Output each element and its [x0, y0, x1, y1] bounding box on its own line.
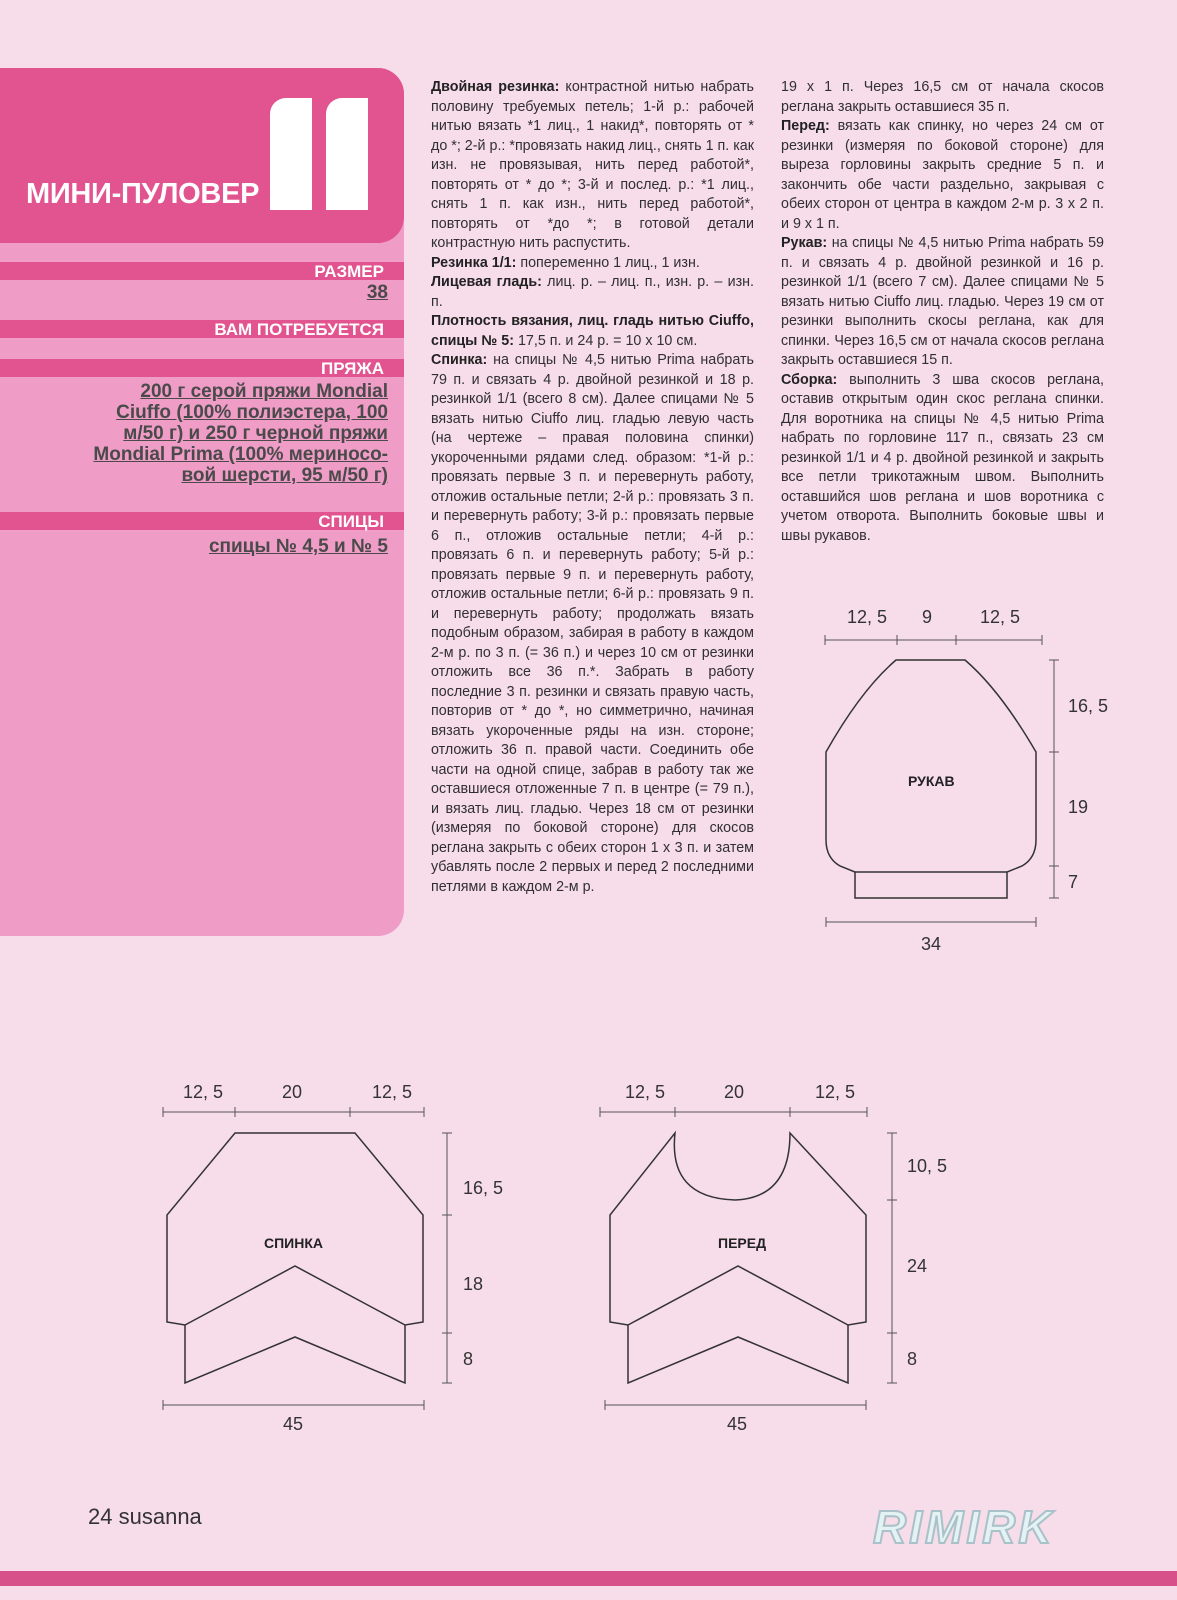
paragraph-text: контрастной нитью набрать половину требуемых петель; 1-й р.: рабочей нитью вязать *1 лиц., 1 накид*, повторять от * до *; 2-й р.: *провязать накид лиц., снять 1 п. как изн. не провязывая, нить перед работой*, повторять от * до *; 3-й и послед. р.: *1 лиц., снять 1 п. как изн., нить перед работой*, повторять от *до *; в готовой детали контрастную нить распустить. — [431, 79, 754, 251]
dim-label: 34 — [921, 934, 942, 954]
dim-label: 18 — [463, 1274, 484, 1294]
paragraph-heading: Рукав: — [781, 235, 828, 251]
paragraph-text: попеременно 1 лиц., 1 изн. — [516, 254, 700, 271]
yarn-line: вой шерсти, 95 м/50 г) — [181, 465, 388, 486]
pattern-title: МИНИ-ПУЛОВЕР — [26, 178, 260, 210]
size-value: 38 — [366, 282, 388, 303]
front-outline — [610, 1133, 866, 1325]
paragraph-heading: Лицевая гладь: — [431, 274, 542, 290]
dim-label: 8 — [463, 1349, 474, 1369]
dim-label: 9 — [922, 607, 933, 627]
paragraph-heading: Сборка: — [781, 371, 838, 388]
dim-label: 20 — [724, 1082, 745, 1102]
yarn-heading: ПРЯЖА — [0, 359, 404, 377]
needles-value: спицы № 4,5 и № 5 — [208, 536, 388, 557]
paragraph-heading: Перед: — [781, 118, 830, 134]
page-footer — [88, 1504, 202, 1530]
back-label: СПИНКА — [264, 1235, 324, 1251]
dim-label: 20 — [282, 1082, 303, 1102]
paragraph-heading: Двойная резинка: — [431, 79, 560, 95]
dim-label: 19 — [1068, 797, 1089, 817]
watermark-logo: RIMIRK — [873, 1501, 1055, 1553]
dim-label: 12, 5 — [183, 1082, 224, 1102]
paragraph-heading: Спинка: — [431, 352, 488, 368]
dim-label: 10, 5 — [907, 1156, 948, 1176]
paragraph-text: на спицы № 4,5 нитью Prima набрать 59 п. и связать 4 р. двойной резинкой и 16 р. резинкой 1/1 (всего 7 см). Далее спицами № 5 вязать нитью Ciuffo лиц. гладью. Через 19 см от резинки выполнить скосы реглана, как для спинки. Через 16,5 см от начала скосов реглана закрыть оставшиеся 15 п. — [781, 235, 1104, 368]
paragraph-text: выполнить 3 шва скосов реглана, оставив открытым один скос реглана спинки. Для воротника на спицы № 4,5 нитью Prima набрать по горловине 117 п., связать 23 см резинкой 1/1 и 4 р. двойной резинкой и закрыть все петли трикотажным швом. Выполнить оставшийся шов реглана и шов воротника с учетом отворота. Выполнить боковые швы и швы рукавов. — [781, 371, 1104, 544]
dim-label: 8 — [907, 1349, 918, 1369]
back-ribbing — [185, 1325, 405, 1383]
paragraph-text: вязать как спинку, но через 24 см от резинки (измеряя по боковой стороне) для выреза горловины закрыть средние 5 п. и закончить обе части раздельно, закрывая с обеих сторон от центра в каждом 2-м р. 3 х 2 п. и 9 х 1 п. — [781, 118, 1104, 232]
dim-label: 12, 5 — [980, 607, 1021, 627]
dim-label: 12, 5 — [815, 1082, 856, 1102]
dim-label: 24 — [907, 1256, 928, 1276]
materials-heading: ВАМ ПОТРЕБУЕТСЯ — [0, 320, 404, 338]
sleeve-label: РУКАВ — [908, 773, 955, 789]
dim-label: 16, 5 — [463, 1178, 504, 1198]
front-label: ПЕРЕД — [718, 1235, 767, 1251]
dim-label: 12, 5 — [625, 1082, 666, 1102]
dim-label: 7 — [1068, 872, 1079, 892]
yarn-line: 200 г серой пряжи Mondial — [140, 381, 388, 402]
yarn-line: Ciuffo (100% полиэстера, 100 — [116, 402, 388, 423]
paragraph-heading: Плотность вязания, лиц. гладь нитью Ciuffo, спицы № 5: — [431, 313, 754, 349]
back-outline — [167, 1133, 423, 1325]
yarn-line: Mondial Prima (100% мериносо- — [93, 444, 388, 465]
yarn-line: м/50 г) и 250 г черной пряжи — [123, 423, 388, 444]
size-heading: РАЗМЕР — [0, 262, 404, 280]
paragraph-text: 17,5 п. и 24 р. = 10 х 10 см. — [513, 332, 698, 349]
dim-label: 45 — [283, 1414, 304, 1434]
paragraph-text: 19 х 1 п. Через 16,5 см от начала скосов реглана закрыть оставшиеся 35 п. — [781, 79, 1104, 115]
dim-label: 16, 5 — [1068, 696, 1109, 716]
dim-label: 12, 5 — [372, 1082, 413, 1102]
needles-heading: СПИЦЫ — [0, 512, 404, 530]
dim-label: 45 — [727, 1414, 748, 1434]
magazine-name: susanna — [118, 1504, 202, 1529]
front-ribbing — [628, 1325, 848, 1383]
page-number: 24 — [88, 1504, 113, 1529]
paragraph-heading: Резинка 1/1: — [431, 254, 517, 271]
paragraph-text: лиц. р. – лиц. п., изн. р. – изн. п. — [431, 274, 754, 310]
dim-label: 12, 5 — [847, 607, 888, 627]
paragraph-text: на спицы № 4,5 нитью Prima набрать 79 п. и связать 4 р. двойной резинкой и 18 р. резинкой 1/1 (всего 8 см). Далее спицами № 5 вязать нитью Ciuffo лиц. гладью левую часть (на чертеже – правая половина спинки) укороченными рядами след. образом: *1-й р.: провязать первые 3 п. и перевернуть работу, отложив остальные петли; 2-й р.: провязать 3 п. и перевернуть работу; 3-й р.: провязать первые 6 п., отложив остальные петли; 4-й р.: провязать 6 п. и перевернуть работу; 5-й р.: провязать первые 9 п. и перевернуть работу, отложив остальные петли; 6-й р.: провязать 9 п. и перевернуть работу; продолжать вязать подобным образом, забирая в работу в каждом 2-м р. по 3 п. (= 36 п.) и через 10 см от резинки отложить все 36 п.*. Забрать в работу последние 3 п. резинки и связать правую часть, повторив от * до *, но симметрично, начиная вязать укороченные ряды на изн. стороне; отложить 36 п. правой части. Соединить обе части на одной спице, забрав в работу так же оставшиеся отложенные 7 п. в центре (= 79 п.), и вязать лиц. гладью. Через 18 см от резинки (измеряя по боковой стороне) для скосов реглана закрыть с обеих сторон 1 х 3 п. и затем убавлять после 2 первых и перед 2 последними петлями в каждом 2-м р. — [431, 352, 754, 895]
bottom-band — [0, 1571, 1177, 1586]
